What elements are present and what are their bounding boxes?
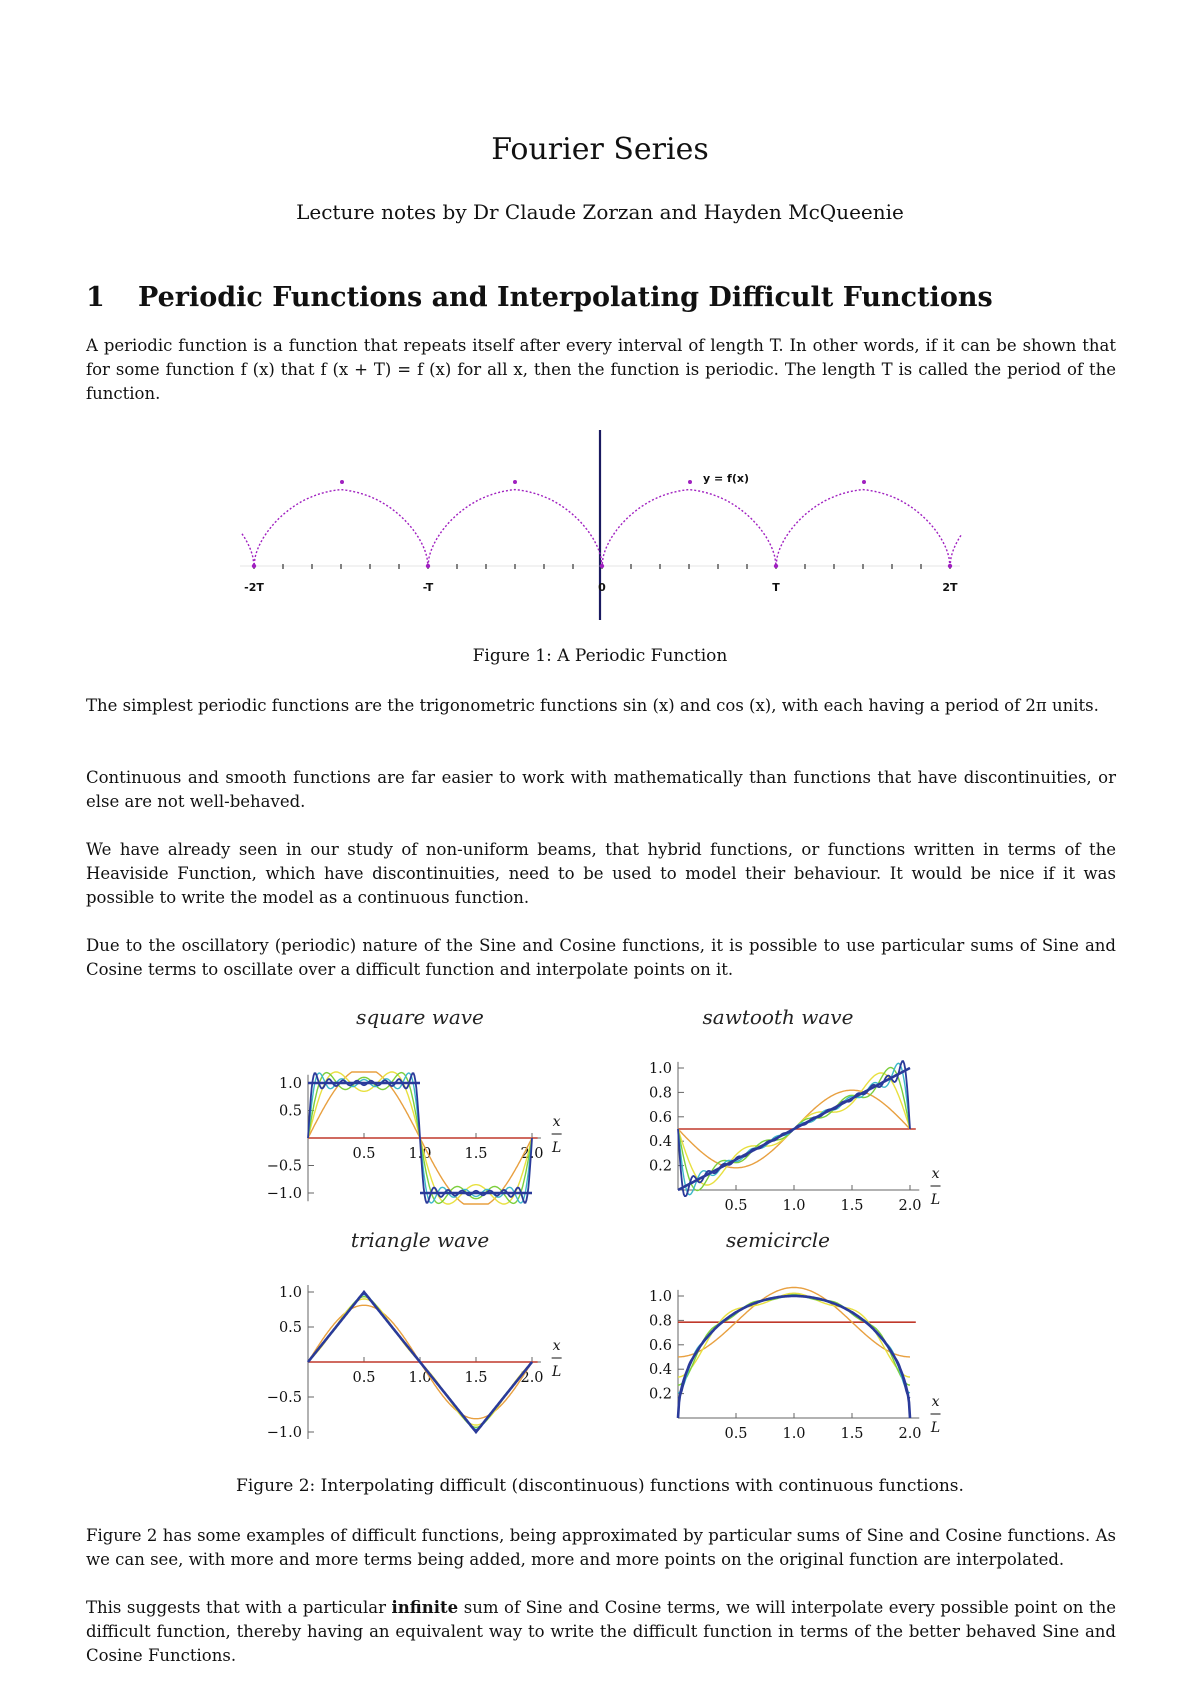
paragraph-oscillatory: Due to the oscillatory (periodic) nature of the Sine and Cosine functions, it is possible to use particular sums of Sine and Cosine terms to oscillate over a difficult function and interpolate points on it.: [86, 936, 1116, 979]
panel-title: sawtooth wave: [702, 1005, 854, 1029]
axis-label-x: x: [552, 1338, 561, 1354]
infinite-sum-text-end: sum of Sine and Cosine terms, we will interpolate every possible point on the difficult function, thereby having an equivalent way to write the difficult function in terms of the better behaved Sine and Cosine Functions.: [86, 1598, 1116, 1665]
panel-x-tick-label: 1.5: [840, 1426, 864, 1442]
panel-y-tick-label: 1.0: [278, 1076, 302, 1092]
axis-label-L: L: [551, 1140, 562, 1156]
approximation-order-3: [678, 1293, 910, 1377]
panel-title: semicircle: [725, 1228, 831, 1252]
panel-y-tick-label: 0.2: [648, 1158, 672, 1175]
axis-label-L: L: [930, 1192, 941, 1208]
approximation-order-15: [678, 1296, 910, 1399]
panel-y-tick-label: 0.8: [648, 1313, 672, 1330]
panel-x-tick-label: 0.5: [724, 1198, 748, 1214]
function-label: y = f(x): [703, 472, 749, 485]
paragraph-trig-functions: The simplest periodic functions are the trigonometric functions sin (x) and cos (x), with each having a period of 2π units.: [86, 696, 1099, 715]
paragraph-beams: We have already seen in our study of non-uniform beams, that hybrid functions, or functions written in terms of the Heaviside Function, which have discontinuities, need to be used to model their behaviour. It would be nice if it was possible to write the model as a continuous function.: [86, 840, 1116, 907]
exact-function: [678, 1296, 910, 1418]
panel-y-tick-label: 0.6: [648, 1109, 672, 1126]
panel-x-tick-label: 1.0: [782, 1426, 806, 1442]
panel-y-tick-label: −1.0: [266, 1186, 302, 1202]
x-label-minus-T: -T: [422, 581, 434, 594]
panel-x-tick-label: 2.0: [898, 1198, 922, 1214]
panel-y-tick-label: 0.8: [648, 1085, 672, 1102]
panel-x-tick-label: 0.5: [352, 1370, 376, 1386]
panel-x-tick-label: 2.0: [520, 1370, 544, 1386]
panel-y-tick-label: 0.2: [648, 1386, 672, 1403]
axis-label-L: L: [930, 1420, 941, 1436]
figure2-caption: Figure 2: Interpolating difficult (discontinuous) functions with continuous functions.: [236, 1476, 964, 1496]
panel-x-tick-label: 2.0: [898, 1426, 922, 1442]
figure2-panels: [267, 1005, 941, 1442]
section-number: 1: [86, 282, 105, 313]
panel-x-tick-label: 0.5: [724, 1426, 748, 1442]
infinite-sum-text-start: This suggests that with a particular: [86, 1598, 392, 1617]
figure2-panel-sawtooth-wave: [649, 1005, 941, 1214]
figure1-caption: Figure 1: A Periodic Function: [472, 646, 728, 666]
figure2-panel-triangle-wave: [267, 1228, 562, 1441]
panel-y-tick-label: 0.4: [648, 1362, 672, 1379]
panel-y-tick-label: 1.0: [648, 1061, 672, 1077]
panel-x-tick-label: 1.0: [782, 1198, 806, 1214]
panel-x-tick-label: 0.5: [352, 1146, 376, 1162]
panel-y-tick-label: 0.4: [648, 1134, 672, 1151]
axis-label-L: L: [551, 1364, 562, 1380]
panel-y-tick-label: 1.0: [278, 1285, 302, 1301]
panel-x-tick-label: 1.5: [840, 1198, 864, 1214]
panel-x-tick-label: 1.0: [408, 1146, 432, 1162]
document-title: Fourier Series: [491, 132, 709, 167]
document-authors: Lecture notes by Dr Claude Zorzan and Hayden McQueenie: [296, 200, 904, 224]
approximation-order-9: [678, 1295, 910, 1392]
panel-x-tick-label: 1.5: [464, 1146, 488, 1162]
x-label-T: T: [772, 581, 780, 594]
panel-title: triangle wave: [350, 1228, 490, 1252]
figure2-panel-square-wave: [267, 1005, 562, 1204]
paragraph-figure2-discussion: Figure 2 has some examples of difficult functions, being approximated by particular sums of Sine and Cosine functions. As we can see, with more and more terms being added, more and more points on the original function are interpolated.: [86, 1526, 1116, 1569]
paragraph-periodic-definition: A periodic function is a function that repeats itself after every interval of length T. In other words, if it can be shown that for some function f (x) that f (x + T) = f (x) for all x, then the function is periodic. The length T is called the period of the function.: [86, 336, 1116, 403]
panel-y-tick-label: 0.6: [648, 1337, 672, 1354]
panel-x-tick-label: 1.5: [464, 1370, 488, 1386]
panel-y-tick-label: −1.0: [266, 1425, 302, 1441]
axis-label-x: x: [552, 1114, 561, 1130]
figure2-panel-semicircle: [649, 1228, 941, 1442]
x-label-minus-2T: -2T: [244, 581, 264, 594]
panel-y-tick-label: −0.5: [266, 1390, 302, 1406]
infinite-emphasis: infinite: [391, 1598, 459, 1617]
paragraph-infinite-sum: [86, 1596, 1116, 1668]
panel-y-tick-label: 0.5: [278, 1103, 302, 1120]
panel-title: square wave: [356, 1005, 484, 1029]
x-label-zero: 0: [598, 581, 606, 594]
panel-y-tick-label: 0.5: [278, 1320, 302, 1336]
axis-label-x: x: [931, 1166, 940, 1182]
axis-label-x: x: [931, 1394, 940, 1410]
panel-x-tick-label: 2.0: [520, 1146, 544, 1162]
panel-y-tick-label: −0.5: [266, 1158, 302, 1175]
approximation-order-5: [678, 1295, 910, 1386]
panel-y-tick-label: 1.0: [648, 1289, 672, 1305]
panel-x-tick-label: 1.0: [408, 1370, 432, 1386]
x-label-2T: 2T: [942, 581, 958, 594]
paragraph-continuous-functions: Continuous and smooth functions are far easier to work with mathematically than functions that have discontinuities, or else are not well-behaved.: [86, 768, 1116, 811]
section-title: Periodic Functions and Interpolating Difficult Functions: [138, 282, 993, 313]
